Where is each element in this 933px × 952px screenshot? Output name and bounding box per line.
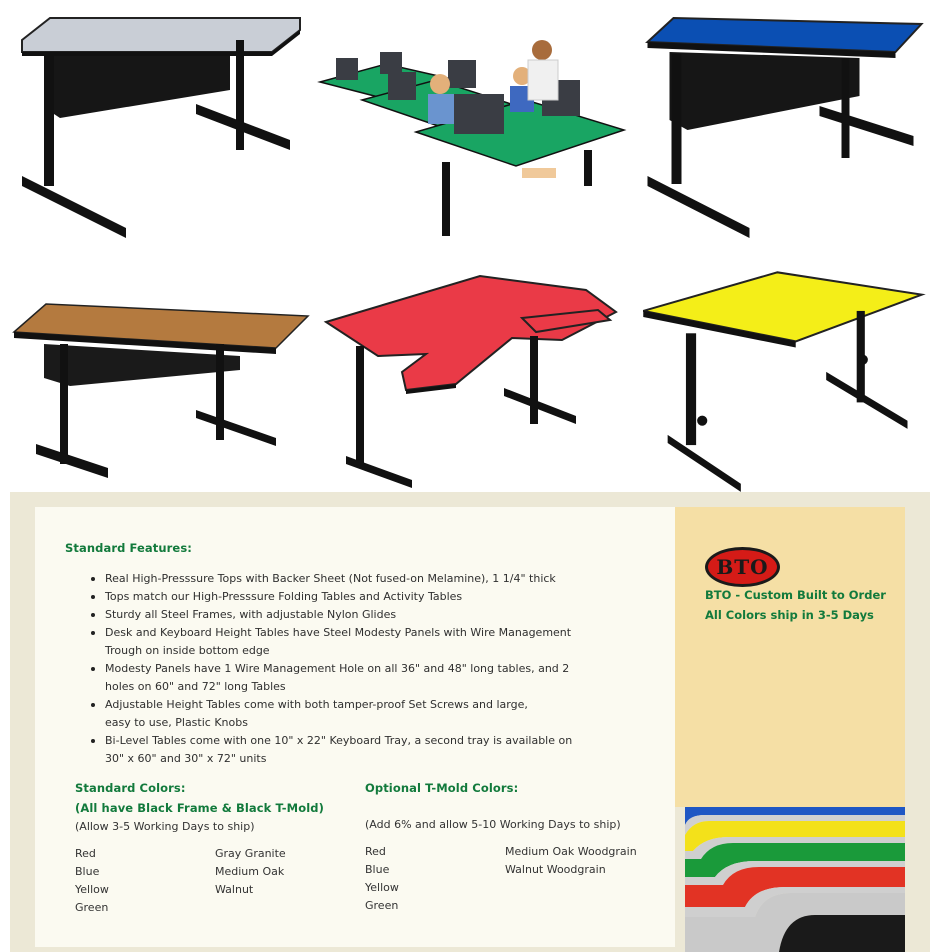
color-item: Red bbox=[75, 847, 96, 860]
color-item: Red bbox=[365, 845, 386, 858]
feature-item: Sturdy all Steel Frames, with adjustable Nylon Glides bbox=[75, 606, 635, 624]
color-item: Gray Granite bbox=[215, 847, 286, 860]
bto-sidebar bbox=[675, 507, 905, 807]
yellow-desk-photo bbox=[627, 255, 933, 500]
oak-desk-photo bbox=[0, 255, 311, 500]
gray-desk-photo bbox=[0, 0, 311, 245]
color-item: Green bbox=[365, 899, 399, 912]
bto-line-2: All Colors ship in 3-5 Days bbox=[705, 608, 874, 622]
feature-item: Modesty Panels have 1 Wire Management Hole on all 36" and 48" long tables, and 2 holes on 60" and 72" long Tables bbox=[75, 660, 575, 696]
bto-line-1: BTO - Custom Built to Order bbox=[705, 588, 886, 602]
optional-colors-note: (Add 6% and allow 5-10 Working Days to ship) bbox=[365, 818, 621, 831]
bto-logo-text: BTO bbox=[716, 555, 769, 579]
feature-list bbox=[75, 570, 635, 768]
standard-colors-subtitle: (All have Black Frame & Black T-Mold) bbox=[75, 801, 324, 815]
color-item: Yellow bbox=[75, 883, 109, 896]
computer-lab-photo bbox=[316, 0, 627, 245]
color-item: Medium Oak Woodgrain bbox=[505, 845, 637, 858]
color-item: Blue bbox=[365, 863, 390, 876]
standard-features-title: Standard Features: bbox=[65, 541, 192, 555]
bto-logo bbox=[705, 547, 780, 587]
optional-colors-list-2 bbox=[505, 843, 637, 879]
feature-item: Adjustable Height Tables come with both tamper-proof Set Screws and large, easy to use, Plastic Knobs bbox=[75, 696, 555, 732]
tmold-edge-swatch bbox=[675, 807, 905, 952]
feature-item: Desk and Keyboard Height Tables have Steel Modesty Panels with Wire Management Trough on inside bottom edge bbox=[75, 624, 605, 660]
standard-colors-list-1 bbox=[75, 845, 109, 917]
feature-item: Bi-Level Tables come with one 10" x 22" Keyboard Tray, a second tray is available on 30" x 60" and 30" x 72" units bbox=[75, 732, 585, 768]
optional-colors-title: Optional T-Mold Colors: bbox=[365, 781, 519, 795]
feature-item: Real High-Presssure Tops with Backer Sheet (Not fused-on Melamine), 1 1/4" thick bbox=[75, 570, 635, 588]
color-item: Walnut bbox=[215, 883, 254, 896]
color-item: Walnut Woodgrain bbox=[505, 863, 606, 876]
standard-colors-note: (Allow 3-5 Working Days to ship) bbox=[75, 820, 255, 833]
features-box bbox=[35, 507, 675, 947]
color-item: Blue bbox=[75, 865, 100, 878]
standard-colors-title: Standard Colors: bbox=[75, 781, 186, 795]
red-bi-level-desk-photo bbox=[316, 255, 627, 500]
color-item: Green bbox=[75, 901, 109, 914]
feature-item: Tops match our High-Presssure Folding Tables and Activity Tables bbox=[75, 588, 635, 606]
standard-colors-list-2 bbox=[215, 845, 286, 899]
optional-colors-list-1 bbox=[365, 843, 399, 915]
color-item: Yellow bbox=[365, 881, 399, 894]
blue-desk-photo bbox=[627, 0, 933, 245]
color-item: Medium Oak bbox=[215, 865, 285, 878]
product-info-panel bbox=[10, 492, 930, 952]
